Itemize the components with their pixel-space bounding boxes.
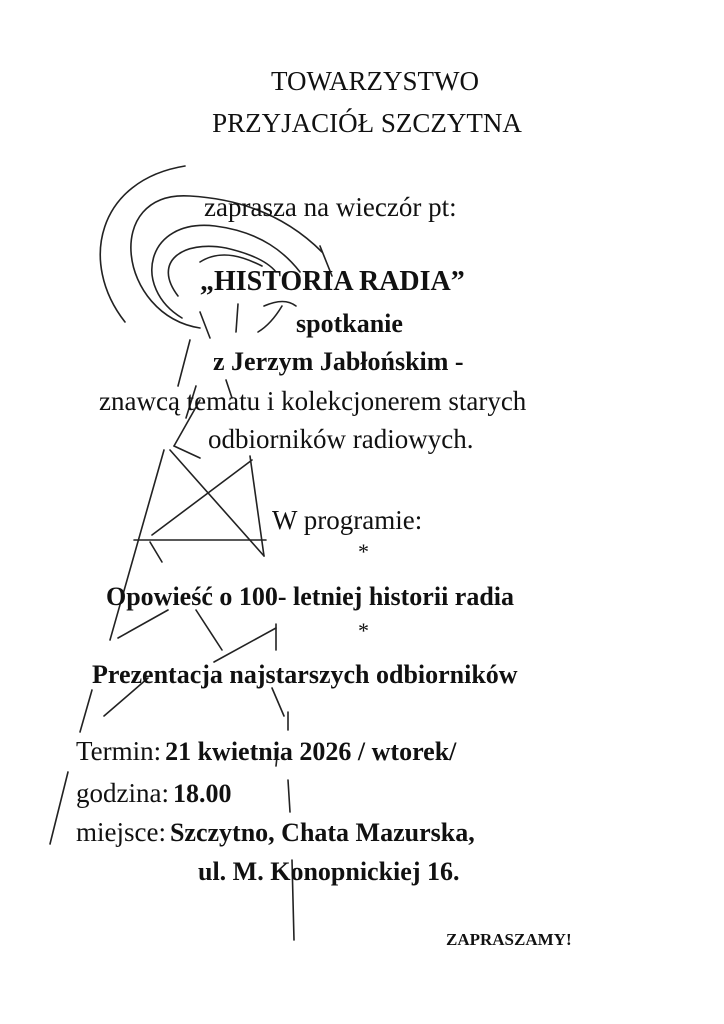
program-item: Opowieść o 100- letniej historii radia xyxy=(106,582,515,611)
time-value: 18.00 xyxy=(172,779,232,808)
event-title: „HISTORIA RADIA” xyxy=(200,266,465,297)
radio-wave-arc xyxy=(264,302,296,307)
event-time xyxy=(76,778,231,809)
place-label: miejsce: xyxy=(76,817,166,847)
radio-wave-arc xyxy=(236,304,238,332)
mast-line xyxy=(150,542,162,562)
event-date xyxy=(76,736,456,767)
bullet-star: * xyxy=(358,618,369,643)
date-label: Termin: xyxy=(76,736,162,766)
mast-line xyxy=(152,460,252,535)
radio-wave-arc xyxy=(200,312,210,338)
date-value: 21 kwietnia 2026 / wtorek/ xyxy=(165,737,457,766)
organizer-name-line1: TOWARZYSTWO xyxy=(271,66,479,96)
invite-lead: zaprasza na wieczór pt: xyxy=(204,192,457,222)
mast-line xyxy=(288,780,290,812)
radio-wave-arc xyxy=(258,306,282,332)
program-heading: W programie: xyxy=(272,505,423,535)
closing-invitation: ZAPRASZAMY! xyxy=(446,930,572,949)
mast-line xyxy=(178,340,190,386)
mast-line xyxy=(272,688,284,716)
radio-wave-arc xyxy=(100,166,185,322)
event-place xyxy=(76,817,475,848)
mast-line xyxy=(80,690,92,732)
guest-name: z Jerzym Jabłońskim - xyxy=(213,347,464,376)
mast-line xyxy=(250,456,264,556)
mast-line xyxy=(174,446,200,458)
time-label: godzina: xyxy=(76,778,169,808)
organizer-name-line2: PRZYJACIÓŁ SZCZYTNA xyxy=(212,108,522,138)
event-address: ul. M. Konopnickiej 16. xyxy=(198,857,460,886)
bullet-star: * xyxy=(358,539,369,564)
mast-line xyxy=(50,772,68,844)
mast-line xyxy=(214,628,276,662)
guest-description-line2: odbiorników radiowych. xyxy=(208,424,474,454)
mast-line xyxy=(118,610,168,638)
program-item: Prezentacja najstarszych odbiorników xyxy=(92,660,518,689)
meeting-label: spotkanie xyxy=(296,309,403,338)
guest-description-line1: znawcą tematu i kolekcjonerem starych xyxy=(99,386,527,416)
place-value: Szczytno, Chata Mazurska, xyxy=(169,818,475,847)
mast-line xyxy=(196,610,222,650)
